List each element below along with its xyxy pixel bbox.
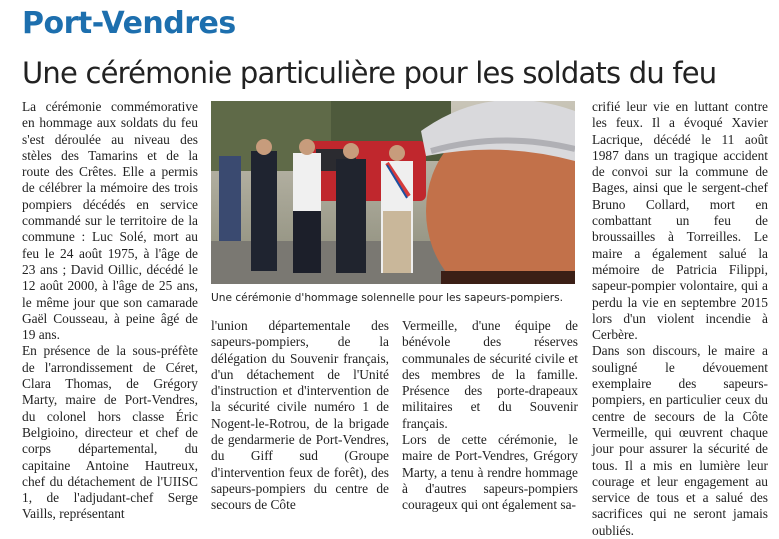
text-column-3 bbox=[402, 318, 578, 514]
paragraph: Dans son discours, le maire a souligné le dévouement exemplaire des sapeurs-pompiers, en particulier ceux du centre de secours de la Côte Vermeille, qui œuvrent chaque jour pour assurer la sécurité de tous. Il a mis en lumière leur courage et leur engagement au service de tous et a salué des sacrifices qui ne seront jamais oubliés. bbox=[592, 343, 768, 538]
article-photo bbox=[211, 101, 575, 284]
article-kicker: Port-Vendres bbox=[22, 6, 236, 41]
paragraph: La cérémonie commémorative en hommage aux soldats du feu s'est déroulée au niveau des stèles des Tamarins et de la route des Crêtes. Elle a permis de célébrer la mémoire des trois pompiers décédés en service commandé sur le territoire de la commune : Luc Solé, mort au feu le 24 août 1975, à l'âge de 23 ans ; David Oillic, décédé le 12 août 2000, à l'âge de 25 ans, le même jour que son camarade Gaël Cousseau, à peine âgé de 19 ans. bbox=[22, 99, 198, 343]
text-column-1 bbox=[22, 99, 198, 523]
text-column-4 bbox=[592, 99, 768, 539]
paragraph: En présence de la sous-préfète de l'arrondissement de Céret, Clara Thomas, de Grégory Marty, maire de Port-Vendres, du colonel hors classe Éric Belgioino, directeur et chef de corps départemental, du capitaine Antoine Hautreux, chef du détachement de l'UIISC 1, de l'adjudant-chef Serge Vaills, représentant bbox=[22, 343, 198, 522]
paragraph: crifié leur vie en luttant contre les feux. Il a évoqué Xavier Lacrique, décédé le 11 août 1987 dans un tragique accident de convoi sur la commune de Bages, ainsi que le sergent-chef Bruno Collard, mort en combattant un feu de broussailles à Torreilles. Le maire a également salué la mémoire de Patricia Filippi, sapeur-pompier volontaire, qui a perdu la vie en septembre 2015 lors d'un violent incendie à Cerbère. bbox=[592, 99, 768, 343]
paragraph: Vermeille, d'une équipe de bénévole des réserves communales de sécurité civile et des membres de la famille. Présence des porte-drapeaux militaires et du Souvenir français. bbox=[402, 318, 578, 431]
paragraph: Lors de cette cérémonie, le maire de Port-Vendres, Grégory Marty, a tenu à rendre hommage à d'autres sapeurs-pompiers courageux qui ont également sa- bbox=[402, 432, 578, 513]
paragraph: l'union départementale des sapeurs-pompiers, de la délégation du Souvenir français, d'un détachement de l'Unité d'instruction et d'intervention de la sécurité civile numéro 1 de Nogent-le-Rotrou, de la brigade de gendarmerie de Port-Vendres, du Giff sud (Groupe d'intervention feux de forêt), des sapeurs-pompiers du centre de secours de Côte bbox=[211, 318, 389, 513]
ceremony-photo-illustration bbox=[211, 101, 575, 284]
text-column-2 bbox=[211, 318, 389, 514]
photo-caption: Une cérémonie d'hommage solennelle pour les sapeurs-pompiers. bbox=[211, 292, 564, 304]
article-headline: Une cérémonie particulière pour les soldats du feu bbox=[22, 56, 717, 90]
